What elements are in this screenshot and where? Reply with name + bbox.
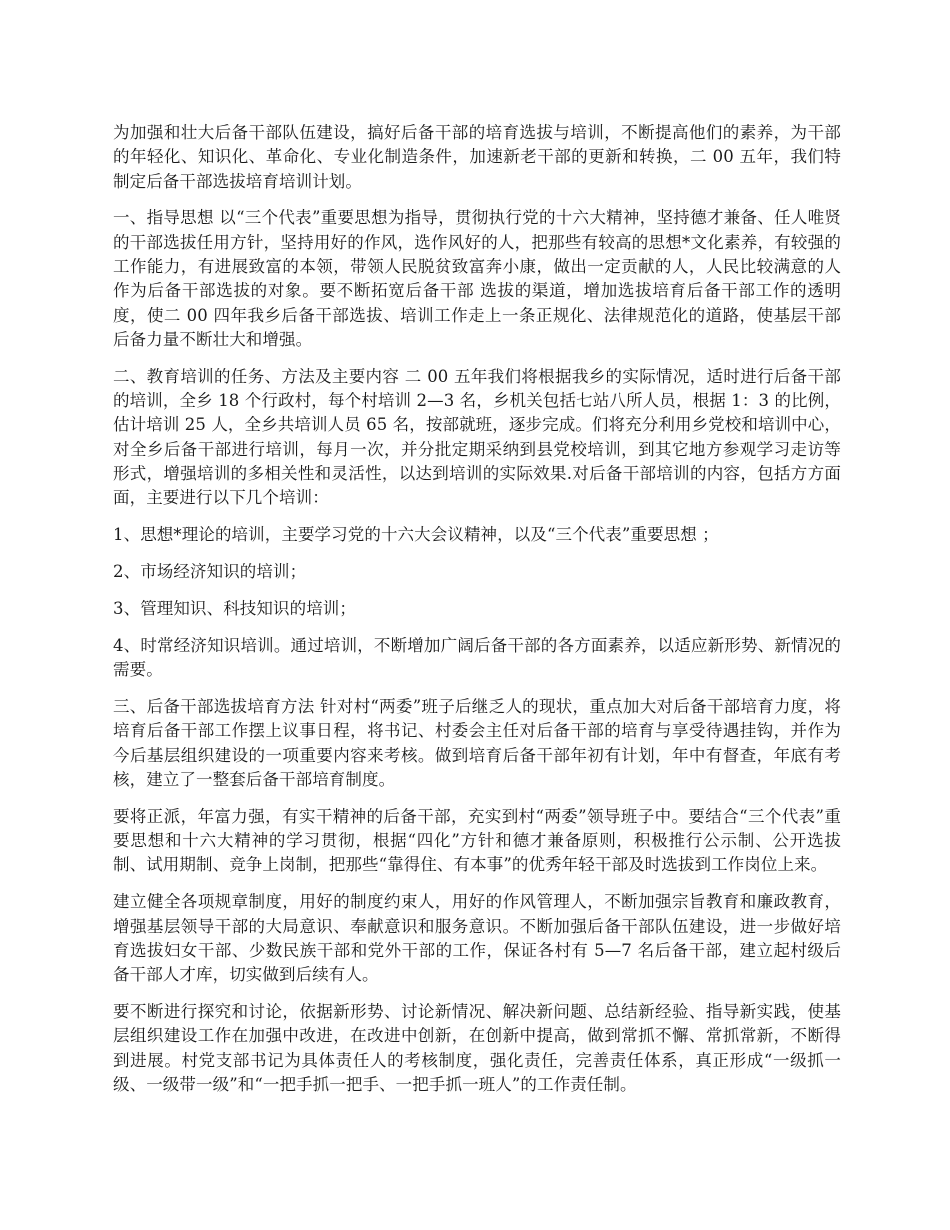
document-body [113,121,841,1110]
paragraph-item-1: 1、思想*理论的培训，主要学习党的十六大会议精神，以及“三个代表”重要思想 ； [113,525,719,545]
paragraph-regulations: 建立健全各项规章制度，用好的制度约束人，用好的作风管理人，不断加强宗旨教育和廉政教育，增强基层领导干部的大局意识、奉献意识和服务意识。不断加强后备干部队伍建设，进一步做好培育选拔妇女干部、少数民族干部和党外干部的工作，保证各村有 5—7 名后备干部，建立起村级后备干部人才库，切实做到后续有人。 [113,892,841,985]
paragraph-training-tasks: 二、教育培训的任务、方法及主要内容 二 00 五年我们将根据我乡的实际情况，适时进行后备干部的培训，全乡 18 个行政村，每个村培训 2—3 名，乡机关包括七站八所人员，根据 1：3 的比例，估计培训 25 人，全乡共培训人员 65 名，按部就班，逐步完成。们将充分利用乡党校和培训中心，对全乡后备干部进行培训，每月一次，并分批定期采纳到县党校培训，到其它地方参观学习走访等形式，增强培训的多相关性和灵活性，以达到培训的实际效果.对后备干部培训的内容，包括方方面面，主要进行以下几个培训： [113,366,841,508]
paragraph-intro: 为加强和壮大后备干部队伍建设，搞好后备干部的培育选拔与培训，不断提高他们的素养，为干部的年轻化、知识化、革命化、专业化制造条件，加速新老干部的更新和转换，二 00 五年，我们特制定后备干部选拔培育培训计划。 [113,123,841,191]
paragraph-leadership: 要将正派，年富力强，有实干精神的后备干部，充实到村“两委”领导班子中。要结合“三个代表”重要思想和十六大精神的学习贯彻，根据“四化”方针和德才兼备原则，积极推行公示制、公开选拔制、试用期制、竞争上岗制，把那些“靠得住、有本事”的优秀年轻干部及时选拔到工作岗位上来。 [113,806,841,875]
paragraph-research: 要不断进行探究和讨论，依据新形势、讨论新情况、解决新问题、总结新经验、指导新实践，使基层组织建设工作在加强中改进，在改进中创新，在创新中提高，做到常抓不懈、常抓常新，不断得到进展。村党支部书记为具体责任人的考核制度，强化责任，完善责任体系，真正形成“一级抓一级、一级带一级”和“一把手抓一把手、一把手抓一班人”的工作责任制。 [113,1002,841,1095]
paragraph-item-4: 4、时常经济知识培训。通过培训，不断增加广阔后备干部的各方面素养，以适应新形势、新情况的需要。 [113,635,841,680]
paragraph-guiding-ideology: 一、指导思想 以“三个代表”重要思想为指导，贯彻执行党的十六大精神，坚持德才兼备、任人唯贤的干部选拔任用方针，坚持用好的作风，选作风好的人，把那些有较高的思想*文化素养，有较强的工作能力，有进展致富的本领，带领人民脱贫致富奔小康，做出一定贡献的人，人民比较满意的人作为后备干部选拔的对象。要不断拓宽后备干部 选拔的渠道，增加选拔培育后备干部工作的透明度，使二 00 四年我乡后备干部选拔、培训工作走上一条正规化、法律规范化的道路，使基层干部后备力量不断壮大和增强。 [113,208,841,349]
paragraph-item-3: 3、管理知识、科技知识的培训； [113,599,356,619]
paragraph-selection-methods: 三、后备干部选拔培育方法 针对村“两委”班子后继乏人的现状，重点加大对后备干部培育力度，将培育后备干部工作摆上议事日程，将书记、村委会主任对后备干部的培育与享受待遇挂钩，并作为今后基层组织建设的一项重要内容来考核。做到培育后备干部年初有计划，年中有督查，年底有考核，建立了一整套后备干部培育制度。 [113,697,841,789]
paragraph-item-2: 2、市场经济知识的培训； [113,562,307,582]
